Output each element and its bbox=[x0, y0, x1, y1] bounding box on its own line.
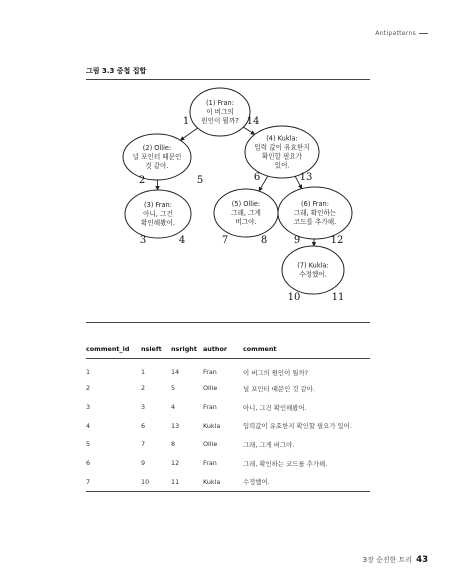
table-cell-comment: 입력값이 유효한지 확인할 필요가 있어. bbox=[243, 422, 352, 431]
node-text-line: 코드를 추가해. bbox=[293, 218, 337, 227]
nested-set-right-number: 12 bbox=[330, 235, 344, 246]
node-text-line: (1) Fran: bbox=[206, 99, 234, 108]
node-text-line: (7) Kukla: bbox=[297, 261, 329, 270]
tree-node-5 bbox=[214, 189, 278, 246]
node-text-line: 그래, 확인하는 bbox=[293, 209, 337, 218]
table-cell-nsright: 12 bbox=[171, 459, 180, 468]
table-cell-comment: 수정했어. bbox=[243, 472, 370, 491]
table-cell-nsright: 4 bbox=[171, 403, 176, 412]
nested-set-left-number: 1 bbox=[182, 116, 190, 127]
tree-node-4 bbox=[245, 126, 319, 183]
nested-set-right-number: 14 bbox=[246, 116, 260, 127]
table-cell-author: Kukla bbox=[203, 472, 243, 491]
table-cell-comment-id: 5 bbox=[86, 440, 91, 449]
column-header-comment-id: comment_id bbox=[86, 345, 141, 359]
node-text-line: 이 버그의 bbox=[206, 108, 234, 117]
nested-set-right-number: 5 bbox=[196, 175, 204, 186]
table-cell-author: Ollie bbox=[203, 440, 218, 449]
table-cell-nsright: 5 bbox=[171, 384, 176, 393]
nested-set-left-number: 3 bbox=[139, 235, 147, 246]
table-cell-author: Ollie bbox=[203, 384, 218, 393]
table-cell-comment-id: 7 bbox=[86, 472, 141, 491]
node-text-line: 확인할 필요가 bbox=[261, 152, 303, 161]
figure-bottom-rule bbox=[86, 322, 370, 323]
column-header-nsleft: nsleft bbox=[141, 345, 171, 359]
nested-set-right-number: 11 bbox=[331, 292, 345, 303]
table-cell-author: Kukla bbox=[203, 421, 221, 430]
nested-set-right-number: 13 bbox=[299, 172, 313, 183]
table-cell-nsright: 13 bbox=[171, 421, 180, 430]
table-cell-author: Fran bbox=[203, 459, 217, 468]
tree-edge-arrow bbox=[180, 128, 197, 140]
column-header-comment: comment bbox=[243, 345, 370, 359]
nested-set-left-number: 6 bbox=[253, 172, 261, 183]
table-row bbox=[86, 398, 370, 417]
node-text-line: 널 포인터 때문인 bbox=[132, 153, 182, 162]
nested-set-right-number: 4 bbox=[178, 235, 186, 246]
node-text-line: 확인해봤어. bbox=[141, 219, 175, 228]
table-cell-nsleft: 1 bbox=[141, 368, 146, 376]
node-text-line: 있어. bbox=[274, 161, 290, 170]
node-text-line: 입력 값이 유효한지 bbox=[254, 143, 310, 152]
table-cell-nsright: 14 bbox=[171, 368, 180, 376]
tree-edge-arrow bbox=[243, 127, 254, 134]
table-cell-comment-id: 1 bbox=[86, 368, 91, 376]
nested-set-left-number: 9 bbox=[293, 235, 301, 246]
table-cell-nsright: 8 bbox=[171, 440, 176, 449]
table-row bbox=[86, 379, 370, 398]
nested-set-left-number: 2 bbox=[138, 175, 146, 186]
tree-edge-arrow bbox=[259, 176, 268, 191]
node-text-line: 것 같아. bbox=[145, 162, 169, 171]
table-cell-comment: 아니, 그건 확인해봤어. bbox=[243, 403, 307, 412]
table-cell-comment: 그래, 확인하는 코드를 추가해. bbox=[243, 459, 328, 468]
page-number: 43 bbox=[416, 555, 428, 565]
table-row bbox=[86, 454, 370, 473]
table-cell-comment: 그래, 그게 버그야. bbox=[243, 440, 295, 449]
table-cell-author: Fran bbox=[203, 403, 217, 412]
page-footer bbox=[363, 555, 428, 565]
table-cell-comment-id: 4 bbox=[86, 421, 91, 430]
table-cell-comment-id: 6 bbox=[86, 459, 91, 468]
table-row bbox=[86, 416, 370, 435]
node-text-line: (2) Ollie: bbox=[142, 144, 172, 153]
node-text-line: 원인이 뭘까? bbox=[201, 117, 239, 126]
table-header-row bbox=[86, 345, 370, 359]
chapter-title: 3장 순진한 트리 bbox=[362, 556, 413, 564]
comments-table bbox=[86, 345, 370, 492]
node-text-line: (6) Fran: bbox=[301, 200, 329, 209]
table-body bbox=[86, 359, 370, 492]
tree-node-2 bbox=[123, 134, 203, 186]
tree-node-1 bbox=[183, 88, 260, 136]
table-cell-nsleft: 6 bbox=[141, 421, 146, 430]
nested-set-left-number: 10 bbox=[287, 292, 301, 303]
table-cell-comment: 이 버그의 원인이 뭘까? bbox=[243, 368, 309, 377]
table-cell-comment-id: 3 bbox=[86, 403, 91, 412]
tree-node-7 bbox=[282, 246, 344, 303]
table-row bbox=[86, 435, 370, 454]
node-text-line: (5) Ollie: bbox=[231, 200, 261, 209]
node-text-line: 그래, 그게 bbox=[231, 209, 261, 218]
table-cell-nsleft: 10 bbox=[141, 472, 171, 491]
node-text-line: (3) Fran: bbox=[144, 201, 172, 210]
tree-node-3 bbox=[125, 190, 191, 246]
column-header-nsright: nsright bbox=[171, 345, 203, 359]
column-header-author: author bbox=[203, 345, 243, 359]
running-title: Antipatterns bbox=[375, 30, 416, 37]
table-cell-nsright: 11 bbox=[171, 472, 203, 491]
table-cell-nsleft: 3 bbox=[141, 403, 146, 412]
node-text-line: 아니, 그건 bbox=[143, 210, 173, 219]
figure-caption: 그림 3.3 중첩 집합 bbox=[86, 67, 147, 75]
table-cell-comment-id: 2 bbox=[86, 384, 91, 393]
table-cell-nsleft: 9 bbox=[141, 459, 146, 468]
tree-node-6 bbox=[278, 187, 352, 246]
table-cell-comment: 널 포인터 때문인 것 같아. bbox=[243, 384, 315, 393]
nested-set-left-number: 7 bbox=[221, 235, 229, 246]
table-row bbox=[86, 472, 370, 491]
table-cell-nsleft: 7 bbox=[141, 440, 146, 449]
nested-set-right-number: 8 bbox=[260, 235, 268, 246]
tree-nodes bbox=[123, 88, 352, 303]
table-row bbox=[86, 359, 370, 380]
node-text-line: 버그야. bbox=[235, 218, 257, 227]
node-text-line: (4) Kukla: bbox=[266, 134, 298, 143]
node-text-line: 수정했어. bbox=[299, 270, 327, 279]
table-cell-author: Fran bbox=[203, 368, 217, 376]
table-cell-nsleft: 2 bbox=[141, 384, 146, 393]
